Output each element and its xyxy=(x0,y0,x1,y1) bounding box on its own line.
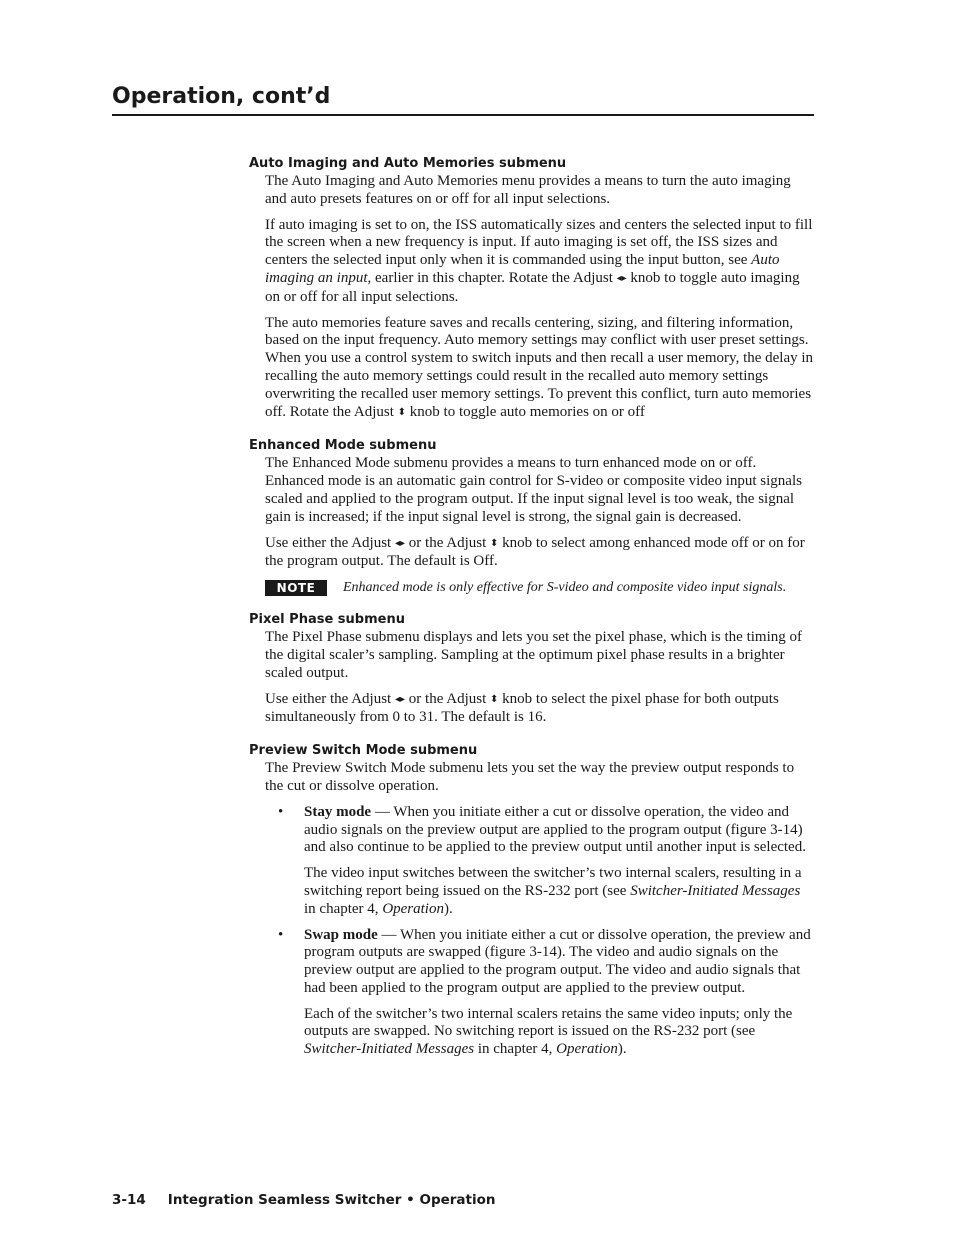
text: in chapter 4, xyxy=(474,1041,557,1058)
bullet-list xyxy=(249,804,815,1059)
term: Swap mode xyxy=(304,926,378,943)
horizontal-arrows-icon: ◂▸ xyxy=(616,272,627,284)
section-heading: Preview Switch Mode submenu xyxy=(249,743,478,759)
vertical-arrows-icon: ⬍ xyxy=(397,406,407,418)
bullet-icon: • xyxy=(278,803,284,820)
text: knob to toggle auto memories on or off xyxy=(406,403,645,420)
text: — When you initiate either a cut or dissolve operation, the preview and program outputs are swapped (figure 3-14). The video and audio signals on the preview output are applied to the program output. The video and audio signals that had been applied to the program output are applied to the preview output. xyxy=(304,926,811,996)
vertical-arrows-icon: ⬍ xyxy=(490,537,499,549)
text: or the Adjust xyxy=(405,690,491,707)
section-heading: Pixel Phase submenu xyxy=(249,612,405,628)
term: Stay mode xyxy=(304,803,372,820)
text: or the Adjust xyxy=(405,534,491,551)
text: knob to toggle auto imaging on or off for all input selections. xyxy=(265,269,800,305)
section-preview-switch-mode xyxy=(249,741,815,1059)
header-rule xyxy=(112,114,814,116)
paragraph xyxy=(265,315,815,423)
cross-reference: Auto imaging an input xyxy=(265,252,780,286)
paragraph xyxy=(265,217,815,307)
horizontal-arrows-icon: ◂▸ xyxy=(394,537,406,549)
text: knob to select among enhanced mode off or on for the program output. The default is Off. xyxy=(265,534,805,570)
page-footer xyxy=(112,1192,496,1208)
vertical-arrows-icon: ⬍ xyxy=(490,693,499,705)
note xyxy=(265,579,815,596)
section-enhanced-mode xyxy=(249,436,815,596)
list-item xyxy=(278,926,815,1060)
page-content xyxy=(249,154,815,1073)
paragraph xyxy=(304,804,815,857)
note-text: Enhanced mode is only effective for S-video and composite video input signals. xyxy=(343,580,787,596)
section-auto-imaging xyxy=(249,154,815,422)
text: If auto imaging is set to on, the ISS automatically sizes and centers the selected input to fill the screen when a new frequency is input. If auto imaging is set off, the ISS sizes and centers the selected input only when it is commanded using the input button, see xyxy=(265,216,813,269)
paragraph: The Pixel Phase submenu displays and lets you set the pixel phase, which is the timing of the digital scaler’s sampling. Sampling at the optimum pixel phase results in a brighter scaled output. xyxy=(265,629,803,681)
paragraph: The Auto Imaging and Auto Memories menu provides a means to turn the auto imaging and auto presets features on or off for all input selections. xyxy=(265,173,791,207)
paragraph xyxy=(265,691,815,728)
section-heading: Auto Imaging and Auto Memories submenu xyxy=(249,156,567,171)
text: Use either the Adjust xyxy=(265,534,395,551)
paragraph: The Enhanced Mode submenu provides a means to turn enhanced mode on or off. Enhanced mode is an automatic gain control for S-video or composite video input signals scaled and applied to the program output. If the input signal level is too weak, the signal gain is increased; if the input signal level is strong, the signal gain is decreased. xyxy=(265,455,802,525)
horizontal-arrows-icon: ◂▸ xyxy=(394,693,406,705)
text: in chapter 4, xyxy=(304,900,383,917)
paragraph xyxy=(304,1006,815,1059)
cross-reference: Operation xyxy=(556,1041,618,1058)
text: The video input switches between the switcher’s two internal scalers, resulting in a switching report being issued on the RS-232 port (see xyxy=(304,865,802,899)
cross-reference: Operation xyxy=(382,900,444,917)
page-number: 3-14 xyxy=(112,1192,146,1208)
text: — When you initiate either a cut or dissolve operation, the video and audio signals on the preview output are applied to the program output (figure 3-14) and also continue to be applied to the preview output until another input is selected. xyxy=(304,803,806,856)
paragraph xyxy=(304,865,815,918)
text: The auto memories feature saves and recalls centering, sizing, and filtering information, based on the input frequency. Auto memory settings may conflict with user preset settings. When you use a control system to switch inputs and then recall a user memory, the delay in recalling the auto memory settings could result in the recalled auto memory settings overwriting the recalled user memory settings. To prevent this conflict, turn auto memories off. Rotate the Adjust xyxy=(265,314,814,420)
text: knob to select the pixel phase for both outputs simultaneously from 0 to 31. The default is 16. xyxy=(265,690,779,726)
note-badge: NOTE xyxy=(265,580,327,596)
page-title: Operation, cont’d xyxy=(112,84,331,109)
section-pixel-phase xyxy=(249,610,815,727)
paragraph: The Preview Switch Mode submenu lets you set the way the preview output responds to the cut or dissolve operation. xyxy=(265,760,795,794)
paragraph xyxy=(304,927,815,998)
text: Each of the switcher’s two internal scalers retains the same video inputs; only the outputs are swapped. No switching report is issued on the RS-232 port (see xyxy=(304,1005,793,1040)
text: Use either the Adjust xyxy=(265,690,395,707)
paragraph xyxy=(265,535,815,572)
text: ). xyxy=(443,900,453,917)
text: ). xyxy=(617,1041,627,1058)
cross-reference: Switcher-Initiated Messages xyxy=(630,882,801,899)
footer-text: Integration Seamless Switcher • Operation xyxy=(167,1192,496,1208)
section-heading: Enhanced Mode submenu xyxy=(249,438,437,454)
cross-reference: Switcher-Initiated Messages xyxy=(304,1041,475,1058)
text: , earlier in this chapter. Rotate the Adjust xyxy=(367,269,617,286)
bullet-icon: • xyxy=(278,926,284,943)
list-item xyxy=(278,803,815,919)
